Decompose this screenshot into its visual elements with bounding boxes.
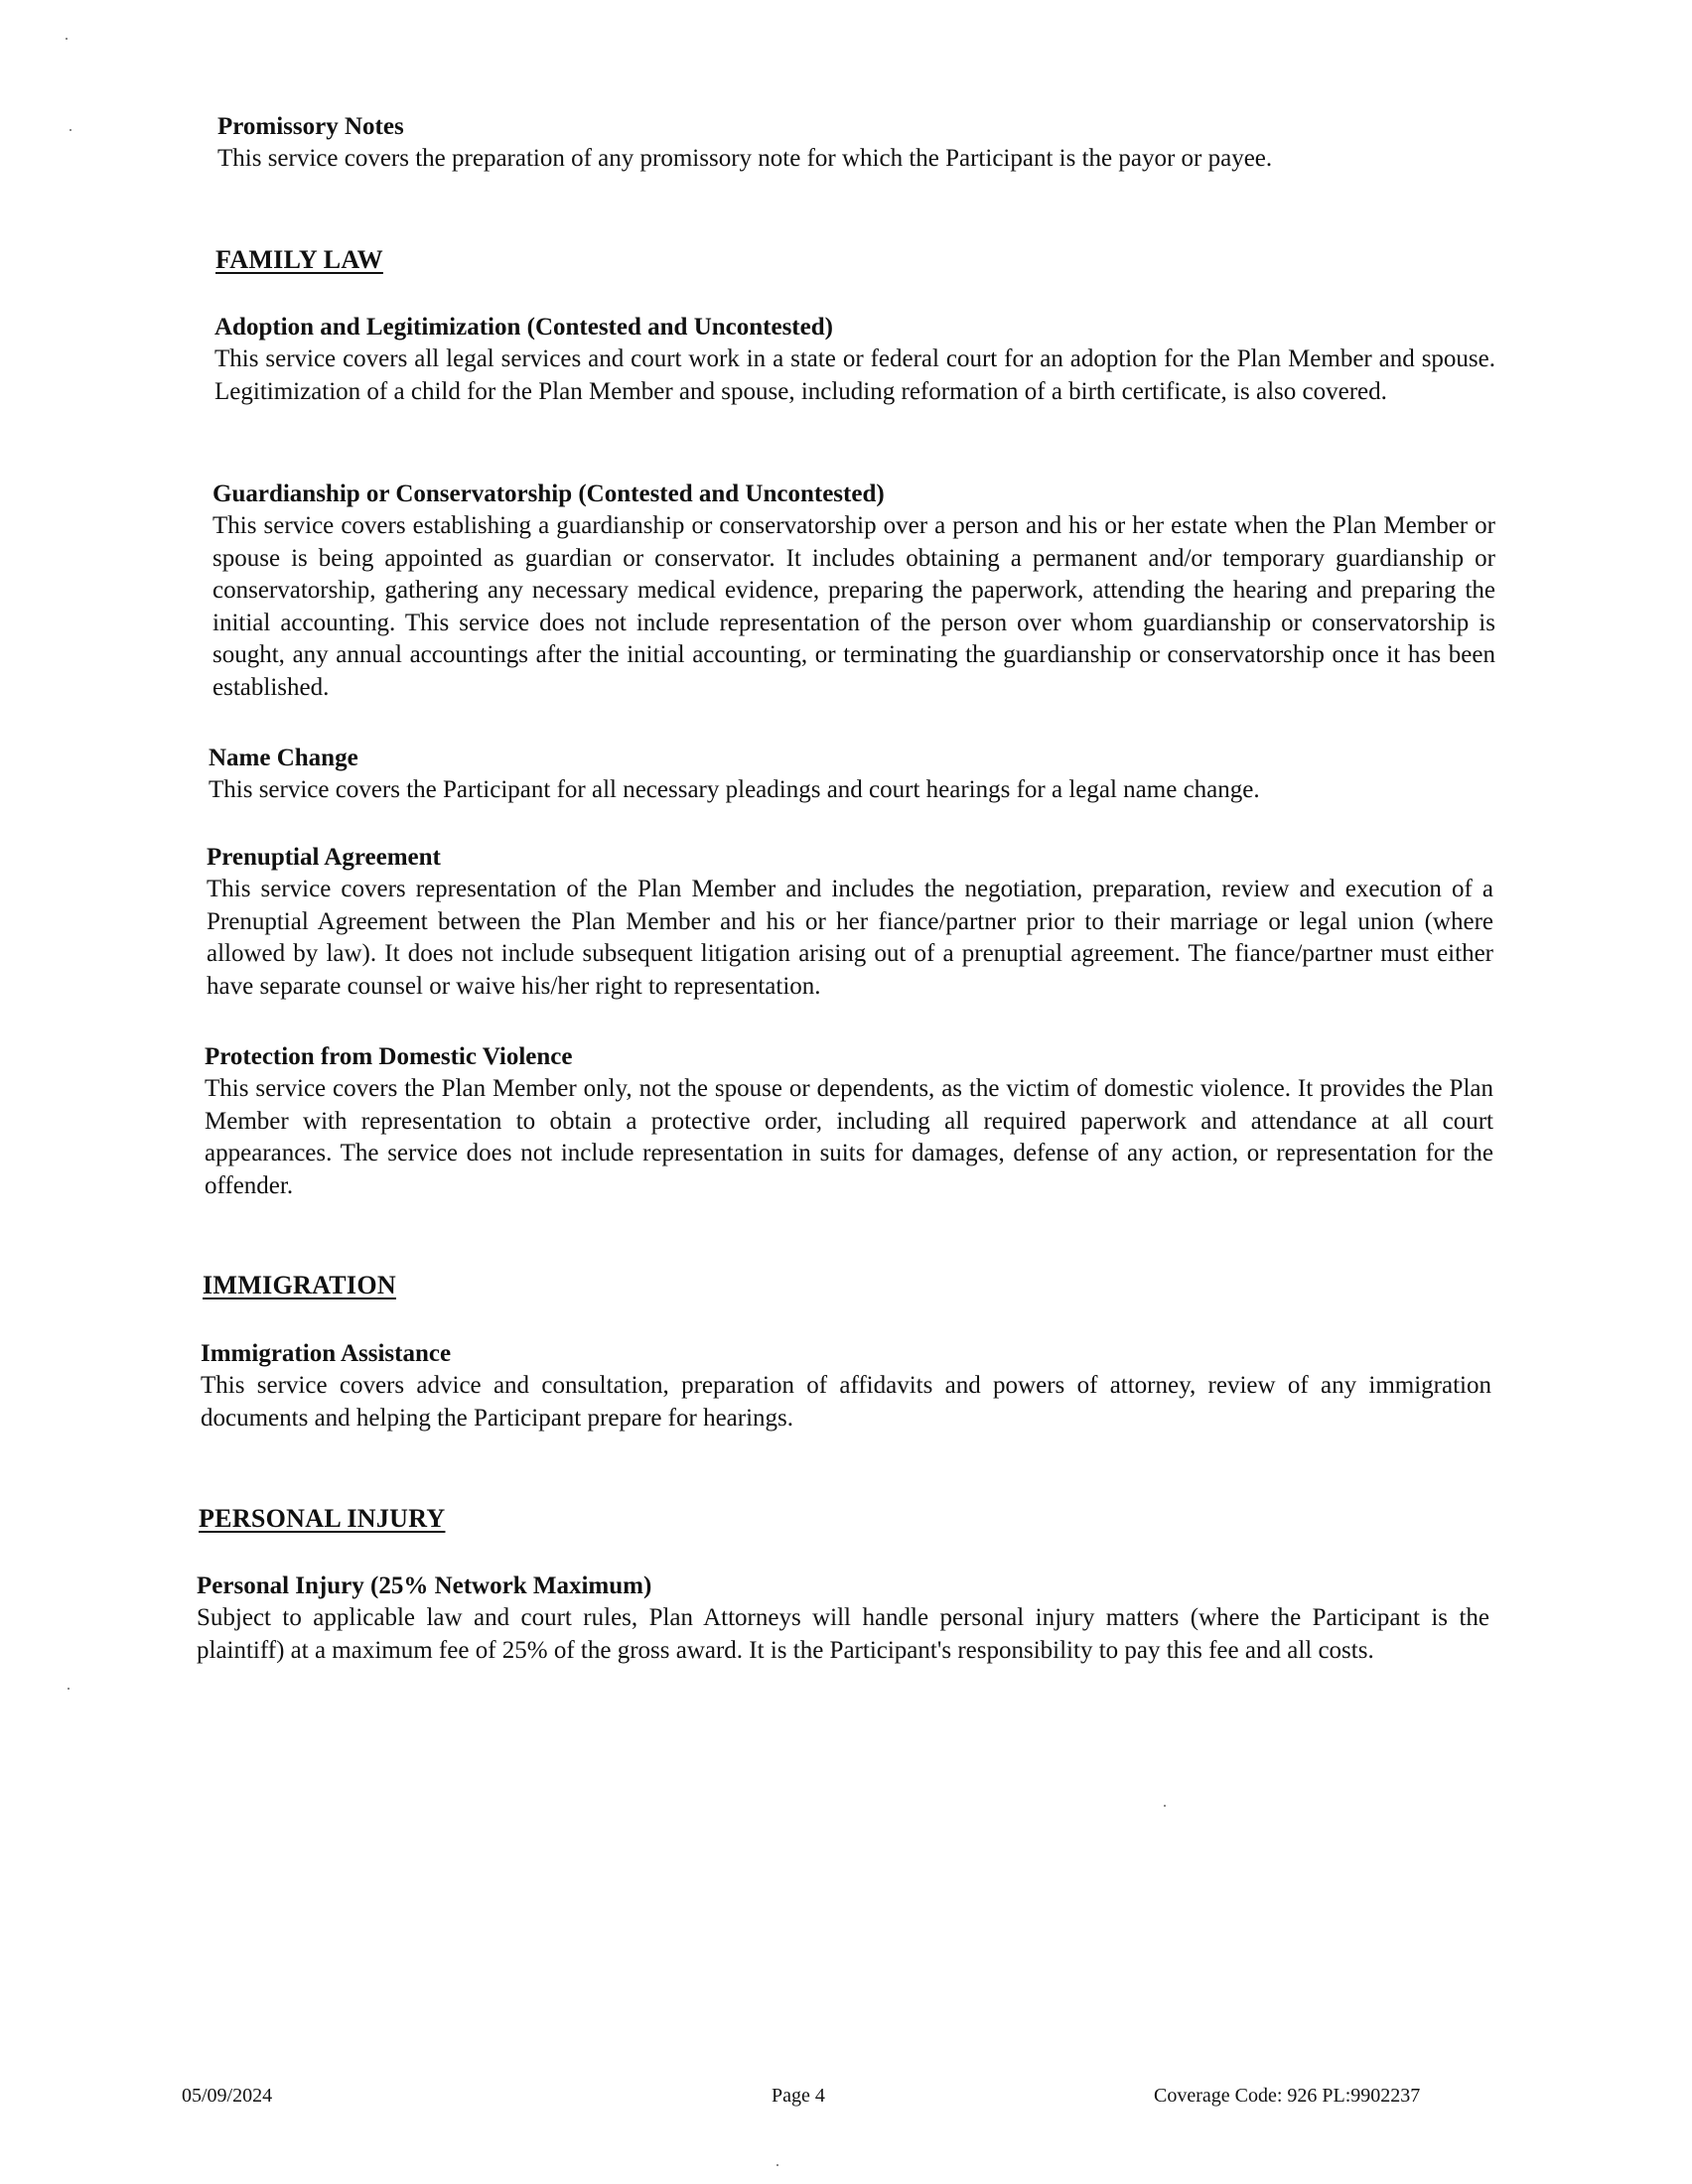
scan-speck: [68, 1688, 70, 1690]
immigration-assistance-block: [201, 1338, 1491, 1434]
personal-injury-block: [197, 1570, 1489, 1667]
domestic-violence-block: [205, 1041, 1493, 1202]
guardianship-body: This service covers establishing a guardianship or conservatorship over a person and his or her estate when the Plan Member or spouse is being appointed as guardian or conservator. It includes obtaining a permanent and/or temporary guardianship or conservatorship, gathering any necessary medical evidence, preparing the paperwork, attending the hearing and preparing the initial accounting. This service does not include representation of the person over whom guardianship or conservatorship is sought, any annual accountings after the initial accounting, or terminating the guardianship or conservatorship once it has been established.: [212, 512, 1495, 701]
footer-date: 05/09/2024: [182, 2085, 273, 2107]
domestic-violence-heading: Protection from Domestic Violence: [205, 1043, 573, 1070]
immigration-title: IMMIGRATION: [203, 1271, 396, 1299]
prenuptial-block: [207, 842, 1493, 1003]
promissory-notes-body: This service covers the preparation of any promissory note for which the Participant is the payor or payee.: [217, 145, 1273, 172]
scan-speck: [776, 2164, 778, 2166]
footer-page-number: Page 4: [772, 2085, 825, 2107]
guardianship-block: [212, 478, 1495, 704]
guardianship-heading: Guardianship or Conservatorship (Contested and Uncontested): [212, 480, 885, 507]
prenuptial-body: This service covers representation of the Plan Member and includes the negotiation, preparation, review and execution of a Prenuptial Agreement between the Plan Member and his or her fiance/partner prior to their marriage or legal union (where allowed by law). It does not include subsequent litigation arising out of a prenuptial agreement. The fiance/partner must either have separate counsel or waive his/her right to representation.: [207, 876, 1493, 1000]
adoption-heading: Adoption and Legitimization (Contested and Uncontested): [214, 314, 833, 341]
family-law-title: FAMILY LAW: [215, 245, 383, 274]
name-change-body: This service covers the Participant for all necessary pleadings and court hearings for a legal name change.: [209, 776, 1260, 803]
name-change-heading: Name Change: [209, 745, 358, 771]
immigration-assistance-heading: Immigration Assistance: [201, 1340, 452, 1367]
personal-injury-body: Subject to applicable law and court rules, Plan Attorneys will handle personal injury matters (where the Participant is the plaintiff) at a maximum fee of 25% of the gross award. It is the Participant's responsibility to pay this fee and all costs.: [197, 1604, 1489, 1664]
promissory-notes-heading: Promissory Notes: [217, 113, 404, 140]
prenuptial-heading: Prenuptial Agreement: [207, 844, 441, 871]
personal-injury-title: PERSONAL INJURY: [199, 1504, 446, 1533]
name-change-block: [209, 743, 1495, 807]
scan-speck: [70, 129, 71, 131]
scan-speck: [66, 38, 68, 40]
adoption-block: [214, 312, 1495, 408]
scan-speck: [1164, 1805, 1166, 1807]
adoption-body: This service covers all legal services and court work in a state or federal court for an adoption for the Plan Member and spouse. Legitimization of a child for the Plan Member and spouse, including reformation of a birth certificate, is also covered.: [214, 345, 1495, 405]
footer-coverage-code: Coverage Code: 926 PL:9902237: [1154, 2085, 1421, 2107]
personal-injury-heading: Personal Injury (25% Network Maximum): [197, 1572, 652, 1599]
domestic-violence-body: This service covers the Plan Member only, not the spouse or dependents, as the victim of domestic violence. It provides the Plan Member with representation to obtain a protective order, including all required paperwork and attendance at all court appearances. The service does not include representation in suits for damages, defense of any action, or representation for the offender.: [205, 1075, 1493, 1199]
promissory-notes-block: [217, 111, 1498, 176]
immigration-assistance-body: This service covers advice and consultation, preparation of affidavits and powers of attorney, review of any immigration documents and helping the Participant prepare for hearings.: [201, 1372, 1491, 1432]
